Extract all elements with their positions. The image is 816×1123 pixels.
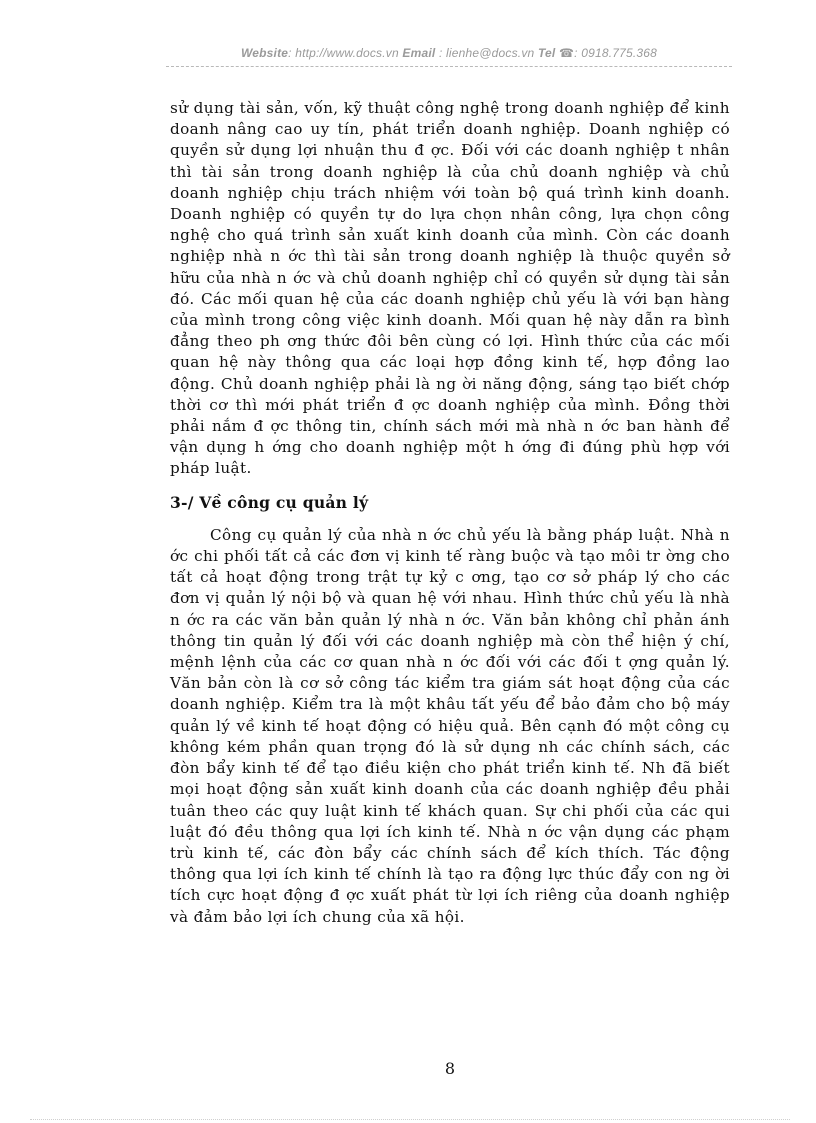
website-url: : http://www.docs.vn <box>288 46 399 60</box>
footer-divider <box>30 1119 790 1120</box>
section-heading: 3-/ Về công cụ quản lý <box>170 492 369 512</box>
page-number: 8 <box>444 1059 456 1078</box>
body-paragraph-1: sử dụng tài sản, vốn, kỹ thuật công nghệ trong doanh nghiệp để kinh doanh nâng cao uy tín, phát triển doanh nghiệp. Doanh nghiệp có quyền sử dụng lợi nhuận thu đ ợc. Đối với các doanh nghiệp t nhân thì tài sản trong doanh nghiệp là của chủ doanh nghiệp và chủ doanh nghiệp chịu trách nhiệm với toàn bộ quá trình kinh doanh. Doanh nghiệp có quyền tự do lựa chọn nhân công, lựa chọn công nghệ cho quá trình sản xuất kinh doanh của mình. Còn các doanh nghiệp nhà n ớc thì tài sản trong doanh nghiệp là thuộc quyền sở hữu của nhà n ớc và chủ doanh nghiệp chỉ có quyền sử dụng tài sản đó. Các mối quan hệ của các doanh nghiệp chủ yếu là với bạn hàng của mình trong công việc kinh doanh. Mối quan hệ này dẫn ra bình đẳng theo ph ơng thức đôi bên cùng có lợi. Hình thức của các mối quan hệ này thông qua các loại hợp đồng kinh tế, hợp đồng lao động. Chủ doanh nghiệp phải là ng ời năng động, sáng tạo biết chớp thời cơ thì mới phát triển đ ợc doanh nghiệp của mình. Đồng thời phải nắm đ ợc thông tin, chính sách mới mà nhà n ớc ban hành để vận dụng h ớng cho doanh nghiệp một h ớng đi đúng phù hợp với pháp luật. <box>170 99 730 478</box>
tel-label: Tel <box>537 46 556 60</box>
body-paragraph-2: Công cụ quản lý của nhà n ớc chủ yếu là bằng pháp luật. Nhà n ớc chi phối tất cả các đơn vị kinh tế ràng buộc và tạo môi tr ờng cho tất cả hoạt động trong trật tự kỷ c ơng, tạo cơ sở pháp lý cho các đơn vị quản lý nội bộ và quan hệ với nhau. Hình thức chủ yếu là nhà n ớc ra các văn bản quản lý nhà n ớc. Văn bản không chỉ phản ánh thông tin quản lý đối với các doanh nghiệp mà còn thể hiện ý chí, mệnh lệnh của các cơ quan nhà n ớc đối với các đối t ợng quản lý. Văn bản còn là cơ sở công tác kiểm tra giám sát hoạt động của các doanh nghiệp. Kiểm tra là một khâu tất yếu để bảo đảm cho bộ máy quản lý về kinh tế hoạt động có hiệu quả. Bên cạnh đó một công cụ không kém phần quan trọng đó là sử dụng nh các chính sách, các đòn bẩy kinh tế để tạo điều kiện cho phát triển kinh tế. Nh đã biết mọi hoạt động sản xuất kinh doanh của các doanh nghiệp đều phải tuân theo các quy luật kinh tế khách quan. Sự chi phối của các qui luật đó đều thông qua lợi ích kinh tế. Nhà n ớc vận dụng các phạm trù kinh tế, các đòn bẩy các chính sách để kích thích. Tác động thông qua lợi ích kinh tế chính là tạo ra động lực thúc đẩy con ng ời tích cực hoạt động đ ợc xuất phát từ lợi ích riêng của doanh nghiệp và đảm bảo lợi ích chung của xã hội. <box>170 525 730 926</box>
email-address: : lienhe@docs.vn <box>438 46 535 60</box>
website-label: Website <box>240 46 289 60</box>
page-header <box>166 46 732 60</box>
email-label: Email <box>402 46 436 60</box>
document-body <box>170 98 730 928</box>
header-divider <box>166 66 732 67</box>
tel-number: ☎: 0918.775.368 <box>559 46 658 60</box>
